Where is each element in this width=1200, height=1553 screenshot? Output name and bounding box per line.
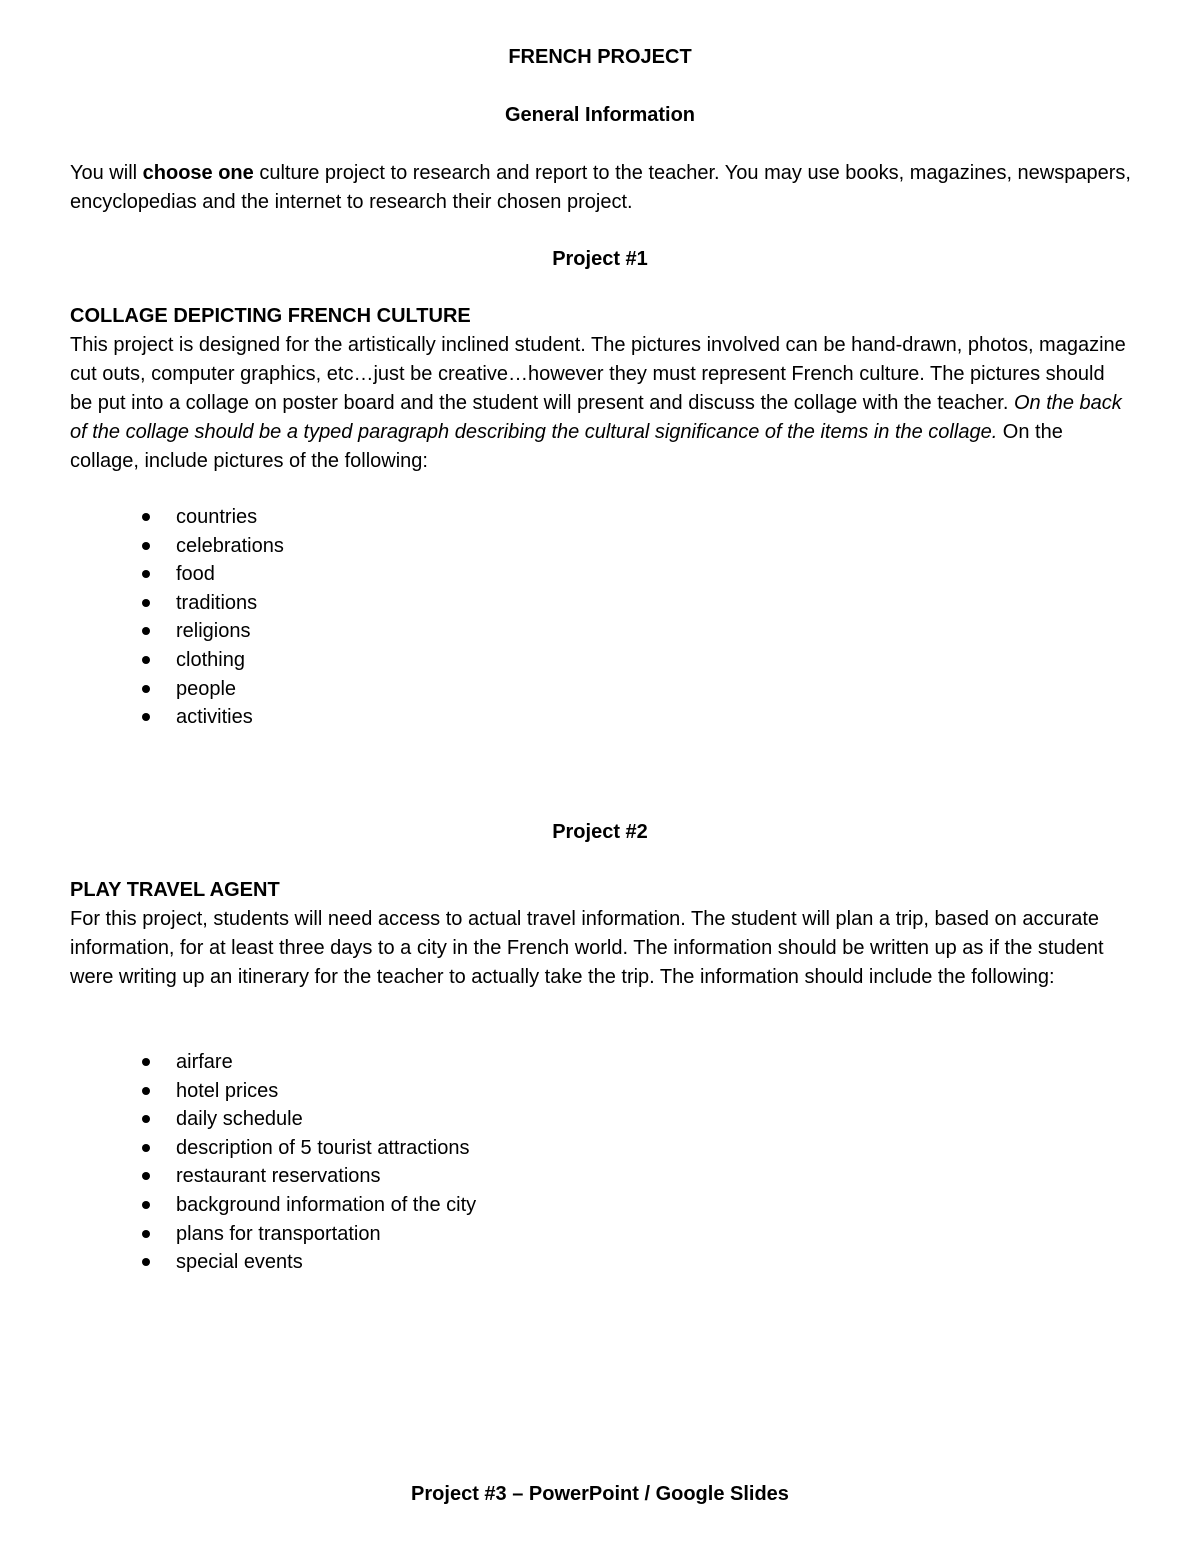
- bullet-icon: [142, 1144, 150, 1152]
- intro-emphasis: choose one: [142, 162, 254, 184]
- list-item: [0, 675, 284, 704]
- bullet-icon: [142, 1201, 150, 1209]
- list-item-text: countries: [176, 506, 258, 528]
- intro-text-end: culture project to research and report to the teacher. You may use books, magazines, newspapers, encyclopedias and the internet to research their chosen project.: [70, 162, 1131, 213]
- list-item: [0, 1077, 476, 1106]
- list-item-text: traditions: [176, 591, 258, 614]
- project1-label: Project #1: [552, 248, 648, 270]
- bullet-icon: [142, 1230, 150, 1238]
- project2-bullet-list: [0, 1048, 476, 1277]
- list-item-text: plans for transportation: [176, 1222, 381, 1245]
- list-item-text: religions: [176, 620, 251, 643]
- project1-bullet-list: [0, 503, 284, 732]
- list-item: [0, 503, 284, 532]
- list-item-text: restaurant reservations: [176, 1165, 381, 1188]
- list-item-text: special events: [176, 1251, 303, 1274]
- list-item-text: people: [176, 677, 237, 700]
- general-info-heading: General Information: [504, 104, 696, 126]
- list-item: [0, 1162, 476, 1191]
- project1-description-italic: On the back of the collage should be a typed paragraph describing the cultural significance of the items in the collage.: [70, 392, 1122, 443]
- project3-label: Project #3 – PowerPoint / Google Slides: [411, 1483, 789, 1505]
- project1-title: COLLAGE DEPICTING FRENCH CULTURE: [70, 305, 471, 327]
- project1-description-tail: On the collage, include pictures of the following:: [70, 421, 1063, 472]
- bullet-icon: [142, 1172, 150, 1180]
- intro-text-start: You will: [70, 162, 143, 184]
- project2-description: For this project, students will need access to actual travel information. The student will plan a trip, based on accurate information, for at least three days to a city in the French world. The information should be written up as if the student were writing up an itinerary for the teacher to actually take the trip. The information should include the following:: [70, 908, 1104, 988]
- list-item: [0, 1220, 476, 1249]
- bullet-icon: [142, 542, 150, 550]
- bullet-icon: [142, 513, 150, 521]
- list-item: [0, 1134, 476, 1163]
- bullet-icon: [142, 713, 150, 721]
- list-item: [0, 589, 284, 618]
- document-title: FRENCH PROJECT: [508, 46, 692, 68]
- list-item-text: description of 5 tourist attractions: [176, 1136, 470, 1159]
- list-item: [0, 1048, 476, 1077]
- list-item: [0, 1105, 476, 1134]
- bullet-icon: [142, 1087, 150, 1095]
- list-item: [0, 703, 284, 732]
- list-item: [0, 560, 284, 589]
- bullet-icon: [142, 599, 150, 607]
- bullet-icon: [142, 1258, 150, 1266]
- list-item-text: hotel prices: [176, 1079, 279, 1102]
- list-item: [0, 646, 284, 675]
- list-item: [0, 1248, 476, 1277]
- project2-title: PLAY TRAVEL AGENT: [70, 879, 280, 901]
- bullet-icon: [142, 627, 150, 635]
- list-item: [0, 532, 284, 561]
- bullet-icon: [142, 685, 150, 693]
- list-item-text: celebrations: [176, 534, 284, 557]
- list-item-text: clothing: [176, 648, 245, 671]
- bullet-icon: [142, 656, 150, 664]
- project1-description: [70, 331, 1132, 476]
- list-item-text: background information of the city: [176, 1193, 477, 1216]
- list-item: [0, 617, 284, 646]
- project1-description-text: This project is designed for the artistically inclined student. The pictures involved can be hand-drawn, photos, magazine cut outs, computer graphics, etc…just be creative…however they must represent French culture. The pictures should be put into a collage on poster board and the student will present and discuss the collage with the teacher.: [70, 334, 1126, 414]
- intro-paragraph: [70, 159, 1132, 217]
- list-item-text: airfare: [176, 1051, 233, 1073]
- bullet-icon: [142, 1115, 150, 1123]
- bullet-icon: [142, 570, 150, 578]
- list-item: [0, 1191, 476, 1220]
- bullet-icon: [142, 1058, 150, 1066]
- list-item-text: activities: [176, 706, 253, 729]
- list-item-text: daily schedule: [176, 1108, 303, 1131]
- project2-label: Project #2: [552, 821, 648, 843]
- list-item-text: food: [176, 563, 215, 586]
